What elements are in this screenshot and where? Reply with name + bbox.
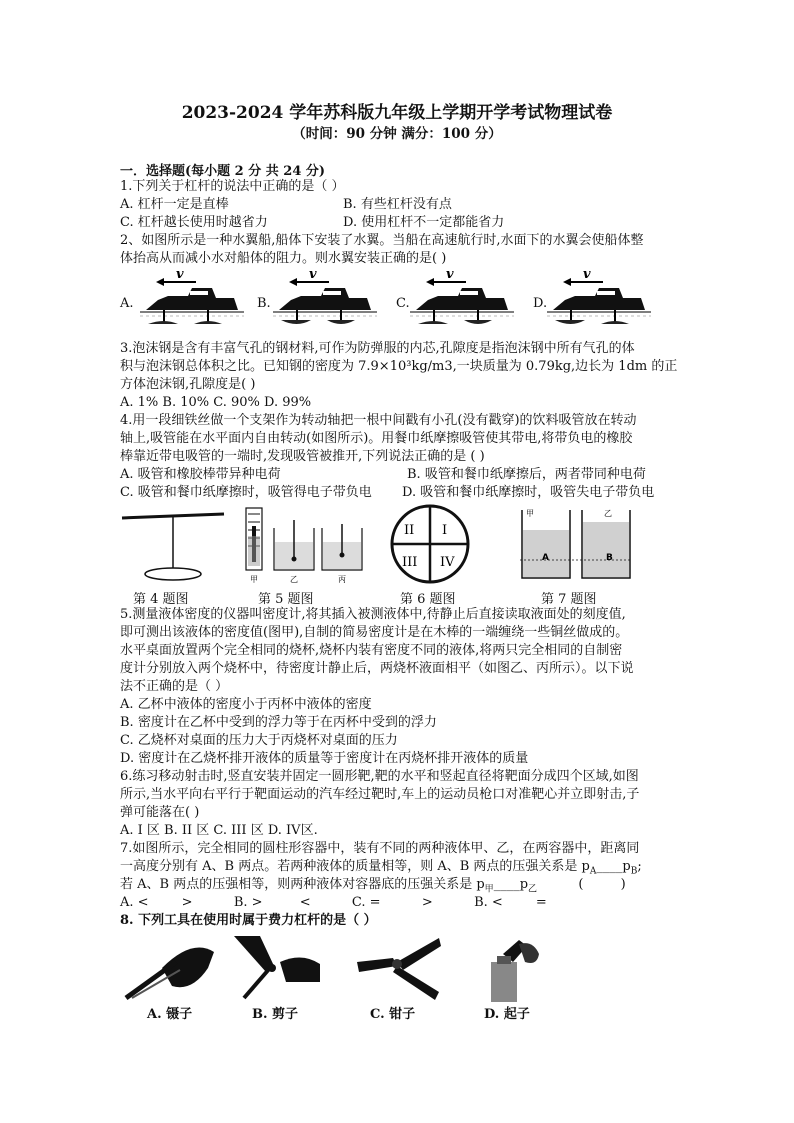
fig5-caption: 第 5 题图 — [258, 592, 314, 607]
q1-option-d: D. 使用杠杆不一定都能省力 — [343, 215, 505, 230]
q4-option-a: A. 吸管和橡胶棒带异种电荷 — [120, 467, 281, 482]
bottle-opener-image — [485, 932, 545, 1004]
q5-option-c: C. 乙烧杯对桌面的压力大于丙烧杯对桌面的压力 — [120, 733, 398, 748]
q7-options: A. < > B. > < C. = > B. < = — [120, 895, 547, 910]
fig7-caption: 第 7 题图 — [541, 592, 597, 607]
q1-option-a: A. 杠杆一定是直棒 — [120, 197, 229, 212]
q2-option-b: B. — [257, 296, 271, 311]
q3-options: A. 1% B. 10% C. 90% D. 99% — [120, 395, 312, 410]
fig6-caption: 第 6 题图 — [400, 592, 456, 607]
q7-line-1: 7.如图所示，完全相同的圆柱形容器中，装有不同的两种液体甲、乙，在两容器中，距离同 — [120, 841, 640, 856]
hydrofoil-boat-b — [271, 266, 379, 332]
q5-line-3: 水平桌面放置两个完全相同的烧杯,烧杯内装有密度不同的液体,将两只完全相同的自制密 — [120, 643, 623, 658]
q5-line-2: 即可测出该液体的密度值(图甲),自制的简易密度计是在木棒的一端缠绕一些铜丝做成的。 — [120, 625, 629, 640]
q1-stem: 1.下列关于杠杆的说法中正确的是（ ） — [120, 179, 345, 194]
q4-line-3: 棒靠近带电吸管的一端时,发现吸管被推开,下列说法正确的是 ( ) — [120, 449, 485, 464]
velocity-label: v — [176, 267, 184, 282]
fig6-target — [390, 504, 470, 584]
fig7-point-b: B — [606, 553, 613, 563]
q5-option-a: A. 乙杯中液体的密度小于丙杯中液体的密度 — [120, 697, 372, 712]
q8-option-a: A. 镊子 — [147, 1007, 193, 1022]
q1-option-b: B. 有些杠杆没有点 — [343, 197, 452, 212]
section-heading: 一．选择题(每小题 2 分 共 24 分) — [120, 164, 326, 179]
tweezers-image — [122, 932, 218, 1004]
svg-text:v: v — [446, 267, 454, 282]
fig5-label-jia: 甲 — [250, 575, 258, 584]
hydrofoil-boat-d — [545, 266, 653, 332]
q2-option-c: C. — [396, 296, 410, 311]
fig4-straw-on-stand — [118, 508, 228, 584]
fig7-label-yi: 乙 — [604, 509, 612, 518]
q8-stem: 8. 下列工具在使用时属于费力杠杆的是（ ） — [120, 913, 377, 928]
page-title: 2023-2024 学年苏科版九年级上学期开学考试物理试卷 — [181, 103, 613, 123]
target-zone-2: II — [404, 523, 415, 538]
q3-line-1: 3.泡沫钢是含有丰富气孔的钢材料,可作为防弹服的内芯,孔隙度是指泡沫钢中所有气孔的体 — [120, 341, 635, 356]
target-zone-1: I — [442, 523, 448, 538]
q8-option-d: D. 起子 — [484, 1007, 530, 1022]
q5-line-4: 度计分别放入两个烧杯中，待密度计静止后，两烧杯液面相平（如图乙、丙所示）。以下说 — [120, 661, 634, 676]
q4-option-d: D. 吸管和餐巾纸摩擦时，吸管失电子带负电 — [402, 485, 655, 500]
q6-line-3: 弹可能落在( ) — [120, 805, 200, 820]
hydrofoil-boat-c — [408, 266, 516, 332]
fig4-caption: 第 4 题图 — [133, 592, 189, 607]
q2-option-d: D. — [533, 296, 548, 311]
scissors-image — [230, 932, 326, 1004]
fig7-point-a: A — [542, 553, 549, 563]
fig5-label-bing: 丙 — [338, 575, 346, 584]
q5-option-b: B. 密度计在乙杯中受到的浮力等于在丙杯中受到的浮力 — [120, 715, 437, 730]
target-zone-3: III — [402, 555, 418, 570]
target-zone-4: IV — [440, 555, 455, 570]
q7-line-3: 若 A、B 两点的压强相等，则两种液体对容器底的压强关系是 $p_甲\_\_\_\_p_乙$ ( ) — [120, 877, 626, 895]
q2-line-2: 体抬高从而减小水对船体的阻力。则水翼安装正确的是( ) — [120, 251, 447, 266]
q6-options: A. I 区 B. II 区 C. III 区 D. IV区. — [120, 823, 318, 838]
q5-line-1: 5.测量液体密度的仪器叫密度计,将其插入被测液体中,待静止后直接读取液面处的刻度值, — [120, 607, 626, 622]
q3-line-3: 方体泡沫钢,孔隙度是( ) — [120, 377, 256, 392]
svg-text:v: v — [309, 267, 317, 282]
q8-option-c: C. 钳子 — [370, 1007, 416, 1022]
page-subtitle: （时间：90 分钟 满分：100 分） — [292, 126, 502, 142]
q5-line-5: 法不正确的是（ ） — [120, 679, 229, 694]
q1-option-c: C. 杠杆越长使用时越省力 — [120, 215, 268, 230]
q8-option-b: B. 剪子 — [252, 1007, 299, 1022]
pliers-image — [353, 932, 441, 1004]
fig7-two-containers — [518, 504, 634, 584]
q4-option-c: C. 吸管和餐巾纸摩擦时，吸管得电子带负电 — [120, 485, 372, 500]
q6-line-1: 6.练习移动射击时,竖直安装并固定一圆形靶,靶的水平和竖起直径将靶面分成四个区域,如图 — [120, 769, 639, 784]
q6-line-2: 所示,当水平向右平行于靶面运动的汽车经过靶时,车上的运动员枪口对准靶心并立即射击,子 — [120, 787, 640, 802]
fig7-label-jia: 甲 — [526, 509, 534, 518]
hydrofoil-boat-a — [138, 266, 246, 332]
q5-option-d: D. 密度计在乙烧杯排开液体的质量等于密度计在丙烧杯排开液体的质量 — [120, 751, 529, 766]
q4-line-1: 4.用一段细铁丝做一个支架作为转动轴把一根中间戳有小孔(没有戳穿)的饮料吸管放在转动 — [120, 413, 637, 428]
svg-text:v: v — [583, 267, 591, 282]
q4-line-2: 轴上,吸管能在水平面内自由转动(如图所示)。用餐巾纸摩擦吸管使其带电,将带负电的橡胶 — [120, 431, 633, 446]
fig5-densimeter-beakers — [240, 506, 368, 584]
q2-line-1: 2、如图所示是一种水翼船,船体下安装了水翼。当船在高速航行时,水面下的水翼会使船体整 — [120, 233, 644, 248]
q3-line-2: 积与泡沫钢总体积之比。已知钢的密度为 7.9×10³kg/m3,一块质量为 0.79kg,边长为 1dm 的正 — [120, 359, 678, 374]
fig5-label-yi: 乙 — [290, 575, 298, 584]
q7-line-2: 一高度分别有 A、B 两点。若两种液体的质量相等，则 A、B 两点的压强关系是 $p_A\_\_\_\_p_B$; — [120, 859, 642, 877]
q4-option-b: B. 吸管和餐巾纸摩擦后，两者带同种电荷 — [407, 467, 646, 482]
q2-option-a: A. — [120, 296, 134, 311]
